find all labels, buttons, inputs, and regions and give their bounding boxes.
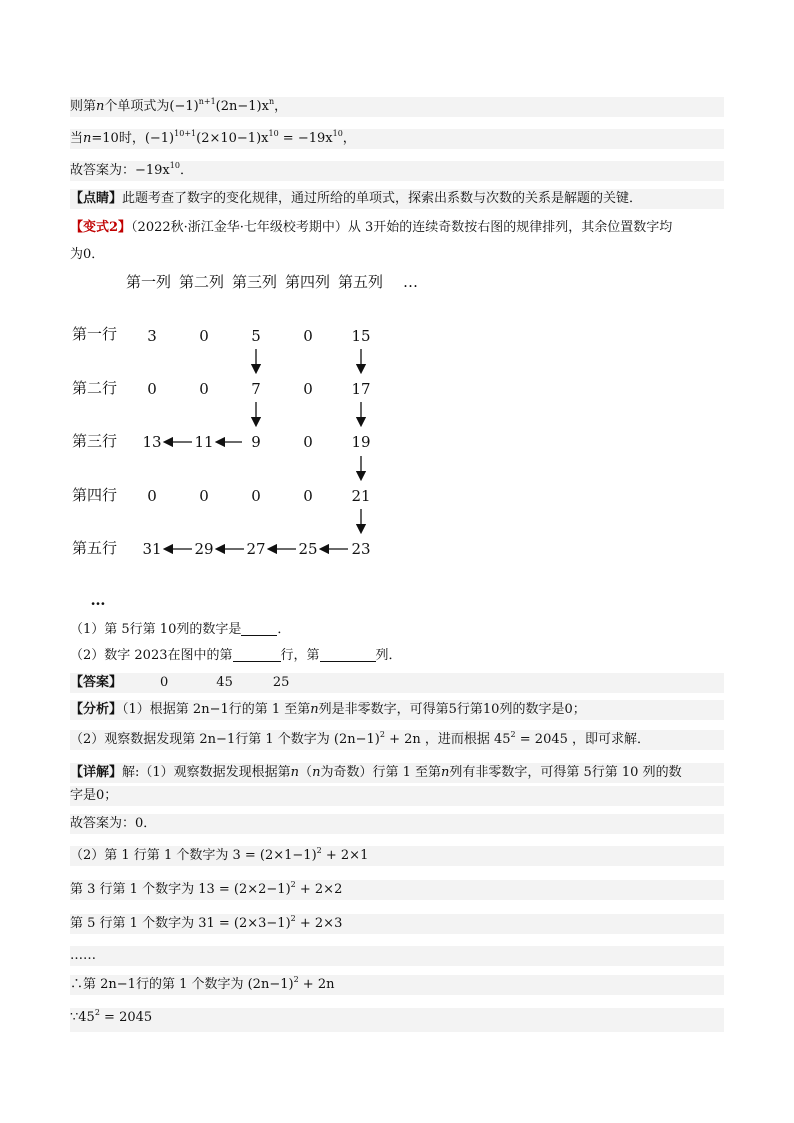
grid-cell: 3 [147,327,157,345]
col-label-1: 第一列 [126,273,172,291]
problem-line-1: 【变式2】（2022秋·浙江金华·七年级校考期中）从 3开始的连续奇数按右图的规律排列，其余位置数字均 [70,220,673,235]
grid-cell: 23 [351,540,371,558]
grid-cell: 0 [251,487,261,505]
grid-cell: 0 [147,487,157,505]
detail-line-9: $\because 45^2 = 2045$ [70,1008,724,1032]
grid-cell: 19 [351,433,371,451]
grid-more: … [90,591,106,609]
grid-cell: 0 [199,487,209,505]
grid-cell: 0 [303,433,313,451]
detail-line-3: 故答案为：0． [70,814,724,834]
answer-blank[interactable] [241,621,277,636]
grid-cell: 5 [251,327,261,345]
row-label-1: 第一行 [72,325,118,343]
grid-cell: 0 [147,380,157,398]
row-label-4: 第四行 [72,486,118,504]
question-2: （2）数字 2023在图中的第 行，第 列． [70,648,402,663]
row-label-2: 第二行 [72,379,118,397]
col-label-5: 第五列 [338,273,384,291]
formula-line-2: 当n=10时，$(-1)^{10+1}(2\times 10-1)x^{10} = -19x^{10}$， [70,129,724,149]
grid-cell: 17 [351,380,371,398]
question-1: （1）第 5行第 10列的数字是 ． [70,622,291,637]
answer-blank[interactable] [233,647,281,662]
detail-line-6: 第 5 行第 1 个数字为 $31 = (2\times 3-1)^2 + 2\times 3$ [70,914,724,934]
grid-cell: 0 [199,380,209,398]
col-label-2: 第二列 [179,273,225,291]
col-label-4: 第四列 [285,273,331,291]
detail-line-1: 【详解】解:（1）观察数据发现根据第n（n为奇数）行第 1 至第n列有非零数字，可得第 5行第 10 列的数 [70,763,724,783]
grid-cell: 9 [251,433,261,451]
grid-cell: 0 [303,487,313,505]
detail-line-5: 第 3 行第 1 个数字为 $13 = (2\times 2-1)^2 + 2\times 2$ [70,880,724,900]
grid-cell: 0 [303,380,313,398]
key-point-line: 【点睛】此题考查了数字的变化规律，通过所给的单项式，探索出系数与次数的关系是解题的关键． [70,189,724,209]
grid-cell: 29 [194,540,214,558]
col-label-more: … [403,273,418,291]
detail-line-4: （2）第 1 行第 1 个数字为 $3 = (2\times 1-1)^2 + 2\times 1$ [70,846,724,866]
grid-cell: 0 [199,327,209,345]
analysis-line-2: （2）观察数据发现第 2n−1行第 1 个数字为 $(2n-1)^2 + 2n$ ，进而根据 $45^2 = 2045$ ，即可求解． [70,730,724,750]
row-label-5: 第五行 [72,539,118,557]
grid-cell: 0 [303,327,313,345]
grid-cell: 7 [251,380,261,398]
grid-cell: 25 [298,540,318,558]
detail-line-8: ∴第 2n−1行的第 1 个数字为 $(2n-1)^2 + 2n$ [70,975,724,995]
answer-line: 【答案】 0 45 25 [70,673,724,693]
answer-blank[interactable] [320,647,376,662]
grid-cell: 31 [142,540,162,558]
variant-tag: 【变式2】 [70,220,132,235]
row-label-3: 第三行 [72,432,118,450]
answer-line-top: 故答案为：$-19x^{10}$． [70,161,724,181]
grid-cell: 27 [246,540,266,558]
grid-cell: 11 [194,433,214,451]
grid-cell: 21 [351,487,371,505]
col-label-3: 第三列 [232,273,278,291]
problem-line-2: 为0． [70,247,105,262]
detail-line-7: …… [70,946,724,966]
grid-cell: 13 [142,433,162,451]
formula-line-1: 则第n个单项式为$(-1)^{n+1}(2n-1)x^n$， [70,97,724,117]
grid-cell: 15 [351,327,371,345]
detail-line-2: 字是0； [70,786,724,806]
analysis-line-1: 【分析】（1）根据第 2n−1行的第 1 至第n列是非零数字，可得第5行第10列的数字是0； [70,700,724,720]
